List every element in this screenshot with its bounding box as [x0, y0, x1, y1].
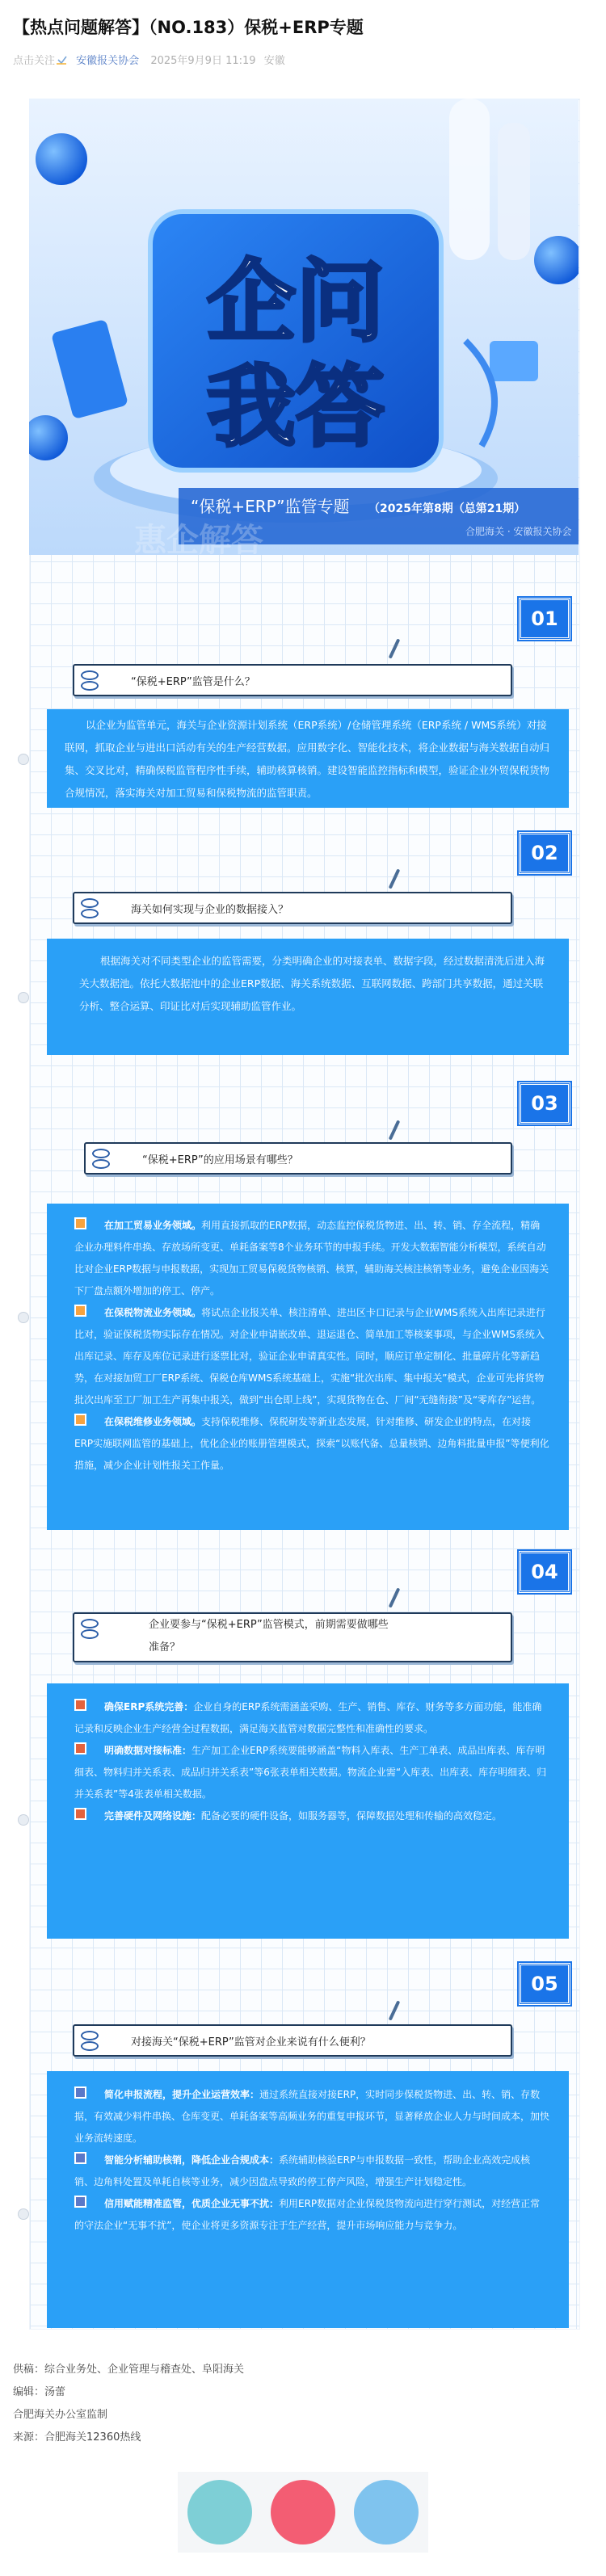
footer-supply: 供稿：综合业务处、企业管理与稽查处、阜阳海关 — [13, 2364, 245, 2376]
answer-item — [74, 2193, 549, 2237]
bullet-dot — [18, 1312, 29, 1323]
answer-panel-05 — [47, 2071, 569, 2328]
item-body: 配备必要的硬件设备，如服务器等，保障数据处理和传输的高效稳定。 — [201, 1810, 503, 1822]
square-bullet-icon — [74, 1217, 86, 1229]
item-heading: 智能分析辅助核销，降低企业合规成本： — [104, 2154, 280, 2166]
item-body: 企业自身的ERP系统需涵盖采购、生产、销售、库存、财务等多方面功能，能准确记录和反映企业生产经营全过程数据，满足海关监管对数据完整性和准确性的要求。 — [74, 1701, 542, 1734]
answer-item — [74, 1215, 549, 1302]
publish-date: 2025年9月9日 11:19 — [150, 55, 256, 67]
answer-item — [74, 1302, 549, 1411]
banner-issue: （2025年第8期（总第21期） — [368, 502, 526, 515]
item-heading: 在加工贸易业务领域。 — [104, 1220, 202, 1231]
section-number-03: 03 — [519, 1082, 570, 1124]
follow-icon[interactable] — [57, 55, 68, 65]
item-heading: 在保税物流业务领域。 — [104, 1307, 202, 1318]
item-heading: 明确数据对接标准： — [104, 1745, 192, 1756]
question-box-05 — [73, 2024, 512, 2057]
article-title: 【热点问题解答】（NO.183）保税+ERP专题 — [13, 18, 364, 37]
question-box-01 — [73, 664, 512, 696]
decor-circle-red — [271, 2480, 335, 2544]
question-text: 企业要参与“保税+ERP”监管模式，前期需要做哪些准备？ — [149, 1619, 389, 1654]
answer-panel-02 — [47, 939, 569, 1055]
banner-org: 合肥海关 · 安徽报关协会 — [465, 526, 572, 537]
binder-clip-icon — [81, 670, 99, 691]
answer-panel-03 — [47, 1204, 569, 1530]
item-body: 将试点企业报关单、核注清单、进出区卡口记录与企业WMS系统入出库记录进行比对，验证保税货物实际存在情况。对企业申请嵌改单、退运退仓、简单加工等核案事项，与企业WMS系统入出库记录、库存及库位记录进行逐票比对，验证企业申请真实性。同时，顺应订单定制化、批量碎片化等新趋势，在对接加贸工厂ERP系统、保税仓库WMS系统基础上，实施“批次出库、集中报关”模式，企业可先将货物批次出库至工厂加工生产再集中报关，做到“出仓即上线”，实现货物在仓、厂间“无缝衔接”及“零库存”运营。 — [74, 1307, 545, 1406]
bullet-dot — [18, 1814, 29, 1826]
square-bullet-icon — [74, 2152, 86, 2164]
binder-clip-icon — [81, 1619, 99, 1640]
item-body: 支持保税维修、保税研发等新业态发展，针对维修、研发企业的特点，在对接ERP实施联网监管的基础上，优化企业的账册管理模式，探索“以账代备、总量核销、边角料批量申报”等便利化措施，减少企业计划性报关工作量。 — [74, 1416, 549, 1471]
banner-subtitle: “保税+ERP”监管专题 — [191, 497, 350, 516]
answer-item — [74, 1696, 549, 1740]
binder-clip-icon — [81, 2031, 99, 2052]
section-number-02: 02 — [519, 832, 570, 874]
article-meta — [13, 52, 285, 67]
item-heading: 简化申报流程，提升企业运营效率： — [104, 2089, 260, 2100]
question-text: “保税+ERP”的应用场景有哪些？ — [142, 1154, 298, 1166]
item-body: 通过系统直接对接ERP，实时同步保税货物进、出、转、销、存数据，有效减少料件串换、仓库变更、单耗备案等高频业务的重复申报环节，显著释放企业人力与时间成本，加快业务流转速度。 — [74, 2089, 550, 2144]
square-bullet-icon — [74, 1414, 86, 1426]
item-heading: 确保ERP系统完善： — [104, 1701, 194, 1712]
answer-item — [74, 2084, 549, 2149]
banner-illustration — [29, 99, 579, 555]
question-text: 对接海关“保税+ERP”监管对企业来说有什么便利？ — [131, 2036, 371, 2049]
bullet-dot — [18, 754, 29, 765]
answer-panel-04 — [47, 1683, 569, 1939]
question-box-02 — [73, 892, 512, 924]
item-heading: 信用赋能精准监管，优质企业无事不扰： — [104, 2198, 280, 2209]
answer-item — [74, 1740, 549, 1805]
answer-item — [74, 2149, 549, 2193]
section-number-04: 04 — [519, 1551, 570, 1593]
section-number-01: 01 — [519, 598, 570, 640]
answer-item — [74, 1805, 549, 1827]
footer-supervise: 合肥海关办公室监制 — [13, 2409, 108, 2421]
banner-title-line2: 我答 — [207, 355, 385, 459]
square-bullet-icon — [74, 1742, 86, 1754]
bullet-dot — [18, 992, 29, 1003]
question-text: “保税+ERP”监管是什么？ — [131, 675, 255, 688]
follow-link[interactable]: 点击关注 — [13, 55, 56, 67]
binder-clip-icon — [81, 898, 99, 919]
decor-circle-blue — [354, 2480, 419, 2544]
binder-clip-icon — [92, 1149, 110, 1170]
footer-editor: 编辑：汤蕾 — [13, 2386, 66, 2398]
question-box-04 — [73, 1612, 512, 1662]
item-body: 利用直接抓取的ERP数据，动态监控保税货物进、出、转、销、存全流程，精确企业办理料件串换、存放场所变更、单耗备案等8个业务环节的申报手续。开发大数据智能分析模型，系统自动比对企业ERP数据与申报数据，实现加工贸易保税货物核销、核算，辅助海关核注核销等业务，避免企业因海关下厂盘点额外增加的停工、停产。 — [74, 1220, 549, 1296]
answer-paragraph: 根据海关对不同类型企业的监管需要，分类明确企业的对接表单、数据字段，经过数据清洗后进入海关大数据池。依托大数据池中的企业ERP数据、海关系统数据、互联网数据、跨部门共享数据，通过关联分析、整合运算、印证比对后实现辅助监管作业。 — [79, 955, 545, 1012]
account-link[interactable]: 安徽报关协会 — [76, 55, 140, 67]
banner-watermark: 惠企解答 — [134, 522, 263, 555]
square-bullet-icon — [74, 1699, 86, 1711]
square-bullet-icon — [74, 1305, 86, 1317]
item-heading: 在保税维修业务领域。 — [104, 1416, 202, 1427]
item-body: 系统辅助核验ERP与申报数据一致性，帮助企业高效完成核销、边角料处置及单耗自核等业务，减少因盘点导致的停工停产风险，增强生产计划稳定性。 — [74, 2154, 531, 2187]
item-heading: 完善硬件及网络设施： — [104, 1810, 202, 1822]
banner-title-line1: 企问 — [207, 250, 385, 354]
question-box-03 — [84, 1142, 512, 1175]
location: 安徽 — [263, 55, 285, 67]
decor-circle-teal — [187, 2480, 252, 2544]
item-body: 利用ERP数据对企业保税货物流向进行穿行测试，对经营正常的守法企业“无事不扰”，使企业将更多资源专注于生产经营，提升市场响应能力与竞争力。 — [74, 2198, 541, 2231]
answer-panel-01 — [47, 709, 569, 808]
section-number-05: 05 — [519, 1963, 570, 2005]
square-bullet-icon — [74, 2196, 86, 2208]
square-bullet-icon — [74, 2086, 86, 2099]
question-text: 海关如何实现与企业的数据接入？ — [131, 903, 289, 916]
answer-item — [74, 1411, 549, 1477]
footer-source: 来源：合肥海关12360热线 — [13, 2431, 141, 2444]
banner-image — [29, 99, 579, 555]
bullet-dot — [18, 2208, 29, 2220]
answer-paragraph: 以企业为监管单元，海关与企业资源计划系统（ERP系统）/仓储管理系统（ERP系统 / WMS系统）对接联网，抓取企业与进出口活动有关的生产经营数据。应用数字化、智能化技术，将企业数据与海关数据自动归集、交叉比对，精确保税监管程序性手续，辅助核算核销。建设智能监控指标和模型，验证企业外贸保税货物合规情况，落实海关对加工贸易和保税物流的监管职责。 — [65, 719, 550, 799]
square-bullet-icon — [74, 1808, 86, 1820]
item-body: 生产加工企业ERP系统要能够涵盖“物料入库表、生产工单表、成品出库表、库存明细表、物料归并关系表、成品归并关系表”等6张表单相关数据。物流企业需“入库表、出库表、库存明细表、归并关系表”等4张表单相关数据。 — [74, 1745, 547, 1800]
